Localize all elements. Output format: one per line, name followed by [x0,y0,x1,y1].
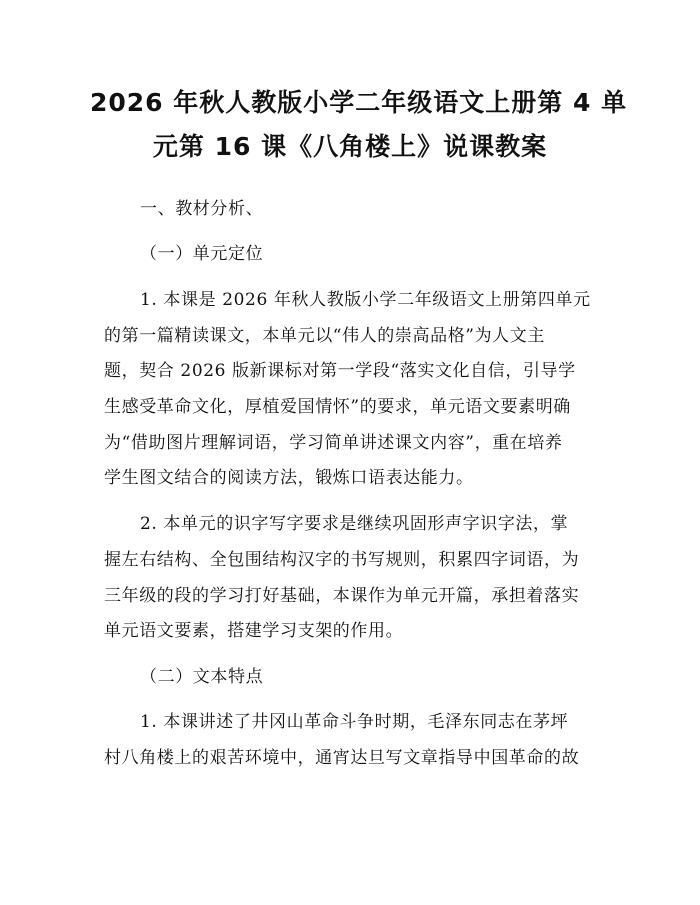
paragraph-line: 的第一篇精读课文，本单元以“伟人的崇高品格”为人文主 [104,326,545,346]
paragraph-line: 学生图文结合的阅读方法，锻炼口语表达能力。 [104,468,474,488]
subsection-heading-text-features: （二）文本特点 [140,667,264,687]
paragraph-line: 单元语文要素，搭建学习支架的作用。 [104,621,404,641]
paragraph-line: 村八角楼上的艰苦环境中，通宵达旦写文章指导中国革命的故 [104,748,580,768]
paragraph-line: 握左右结构、全包围结构汉字的书写规则，积累四字词语，为 [104,550,580,570]
document-title-line-1: 2026 年秋人教版小学二年级语文上册第 4 单 [90,88,628,117]
paragraph-line: 为“借助图片理解词语，学习简单讲述课文内容”，重在培养 [104,433,563,453]
paragraph-line: 生感受革命文化，厚植爱国情怀”的要求，单元语文要素明确 [104,397,571,417]
paragraph-line: 1. 本课是 2026 年秋人教版小学二年级语文上册第四单元 [140,290,591,310]
subsection-heading-unit-positioning: （一）单元定位 [140,244,264,264]
paragraph-line: 三年级的段的学习打好基础，本课作为单元开篇，承担着落实 [104,586,580,606]
paragraph-line: 2. 本单元的识字写字要求是继续巩固形声字识字法，掌 [140,514,569,534]
section-heading-materials-analysis: 一、教材分析、 [140,199,264,219]
paragraph-line: 题，契合 2026 版新课标对第一学段“落实文化自信，引导学 [104,361,576,381]
paragraph-line: 1. 本课讲述了井冈山革命斗争时期，毛泽东同志在茅坪 [140,712,569,732]
document-title-line-2: 元第 16 课《八角楼上》说课教案 [152,132,548,161]
